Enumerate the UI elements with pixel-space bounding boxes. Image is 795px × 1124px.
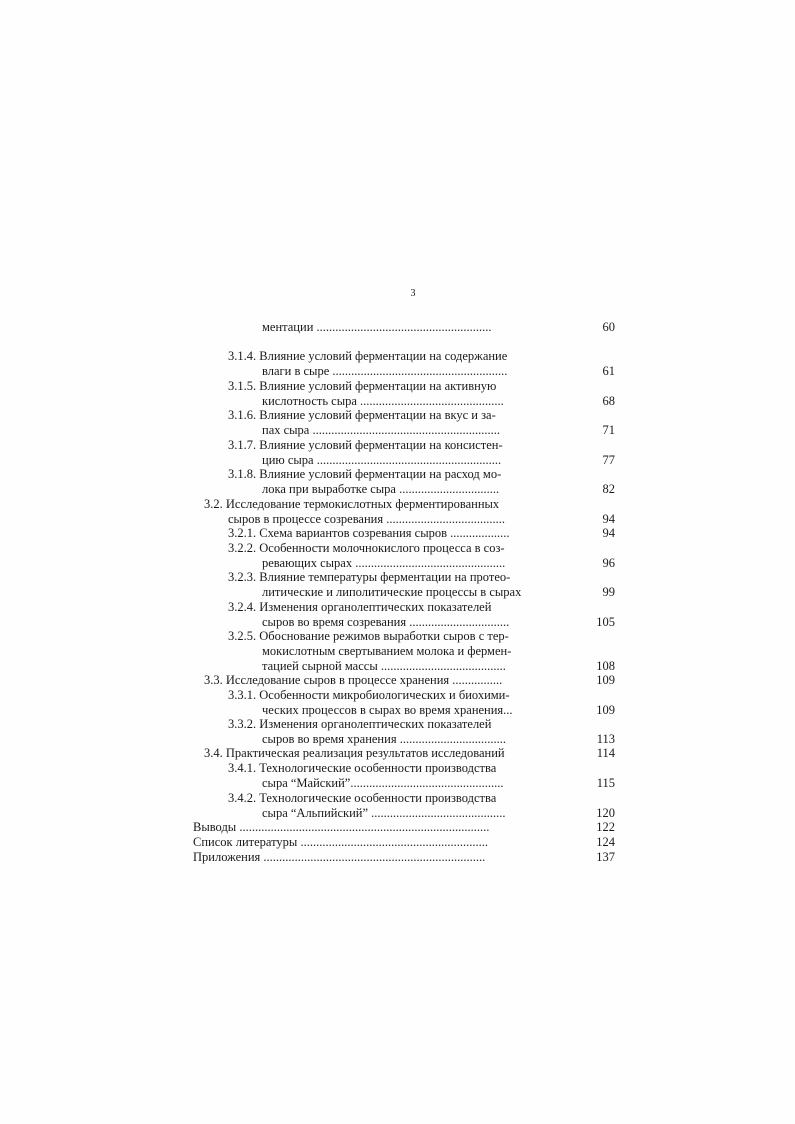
toc-entry-line: литические и липолитические процессы в сырах — [262, 585, 522, 599]
toc-entry-line: ментации ........................................................ — [262, 320, 492, 334]
toc-entry-line: Список литературы ............................................................ — [193, 835, 488, 849]
toc-entry-page: 120 — [596, 806, 615, 820]
toc-entry-page: 77 — [602, 453, 615, 467]
toc-entry-page: 82 — [602, 482, 615, 496]
toc-entry-line: пах сыра ............................................................ — [262, 423, 500, 437]
toc-entry-line: сыров во время хранения .................................. — [262, 732, 506, 746]
toc-entry-page: 115 — [596, 776, 615, 790]
toc-entry-line: 3.2.4. Изменения органолептических показателей — [228, 600, 492, 614]
toc-entry-page: 124 — [596, 835, 615, 849]
toc-entry-page: 61 — [602, 364, 615, 378]
toc-entry-line: 3.3.1. Особенности микробиологических и биохими- — [228, 688, 510, 702]
toc-entry-page: 94 — [602, 512, 615, 526]
toc-entry-line: 3.2.5. Обоснование режимов выработки сыров с тер- — [228, 629, 509, 643]
toc-entry-line: 3.2.3. Влияние температуры ферментации на протео- — [228, 570, 511, 584]
toc-entry-line: лока при выработке сыра ................................ — [262, 482, 500, 496]
toc-entry-line: Приложения ....................................................................... — [193, 850, 486, 864]
toc-entry-line: 3.2. Исследование термокислотных ферментированных — [204, 497, 500, 511]
toc-entry-line: сыров в процессе созревания ...................................... — [228, 512, 505, 526]
toc-entry-line: сыра “Альпийский” ........................................... — [262, 806, 506, 820]
toc-entry-line: 3.4.1. Технологические особенности производства — [228, 761, 497, 775]
toc-entry-line: ческих процессов в сырах во время хранения... — [262, 703, 513, 717]
toc-entry-line: 3.1.5. Влияние условий ферментации на активную — [228, 379, 497, 393]
toc-entry-page: 60 — [602, 320, 615, 334]
toc-entry-line: Выводы ................................................................................ — [193, 820, 490, 834]
toc-entry-page: 99 — [602, 585, 615, 599]
toc-entry-line: 3.1.6. Влияние условий ферментации на вкус и за- — [228, 408, 496, 422]
toc-entry-line: 3.4.2. Технологические особенности производства — [228, 791, 497, 805]
toc-entry-page: 114 — [596, 746, 615, 760]
toc-entry-page: 108 — [596, 659, 615, 673]
toc-entry-line: ревающих сырах ................................................ — [262, 556, 506, 570]
toc-entry-page: 122 — [596, 820, 615, 834]
toc-entry-page: 137 — [596, 850, 615, 864]
page-number: 3 — [410, 288, 416, 299]
toc-entry-page: 109 — [596, 673, 615, 687]
toc-entry-page: 105 — [596, 615, 615, 629]
toc-entry-line: 3.1.7. Влияние условий ферментации на консистен- — [228, 438, 503, 452]
toc-entry-line: 3.1.8. Влияние условий ферментации на расход мо- — [228, 467, 502, 481]
toc-entry-line: цию сыра ........................................................... — [262, 453, 502, 467]
toc-entry-line: 3.3. Исследование сыров в процессе хранения ................ — [204, 673, 503, 687]
toc-entry-line: сыров во время созревания ................................ — [262, 615, 510, 629]
toc-entry-page: 71 — [602, 423, 615, 437]
toc-entry-line: влаги в сыре ........................................................ — [262, 364, 508, 378]
toc-entry-line: 3.1.4. Влияние условий ферментации на содержание — [228, 349, 508, 363]
toc-entry-line: сыра “Майский”................................................. — [262, 776, 504, 790]
toc-entry-page: 96 — [602, 556, 615, 570]
toc-entry-page: 113 — [596, 732, 615, 746]
toc-entry-line: мокислотным свертыванием молока и фермен- — [262, 644, 512, 658]
toc-entry-page: 109 — [596, 703, 615, 717]
toc-entry-page: 94 — [602, 526, 615, 540]
toc-entry-line: 3.4. Практическая реализация результатов исследований — [204, 746, 505, 760]
toc-entry-line: 3.2.2. Особенности молочнокислого процесса в соз- — [228, 541, 505, 555]
toc-entry-page: 68 — [602, 394, 615, 408]
toc-entry-line: тацией сырной массы ........................................ — [262, 659, 506, 673]
toc-entry-line: кислотность сыра .............................................. — [262, 394, 504, 408]
toc-entry-line: 3.3.2. Изменения органолептических показателей — [228, 717, 492, 731]
toc-entry-line: 3.2.1. Схема вариантов созревания сыров ................... — [228, 526, 510, 540]
